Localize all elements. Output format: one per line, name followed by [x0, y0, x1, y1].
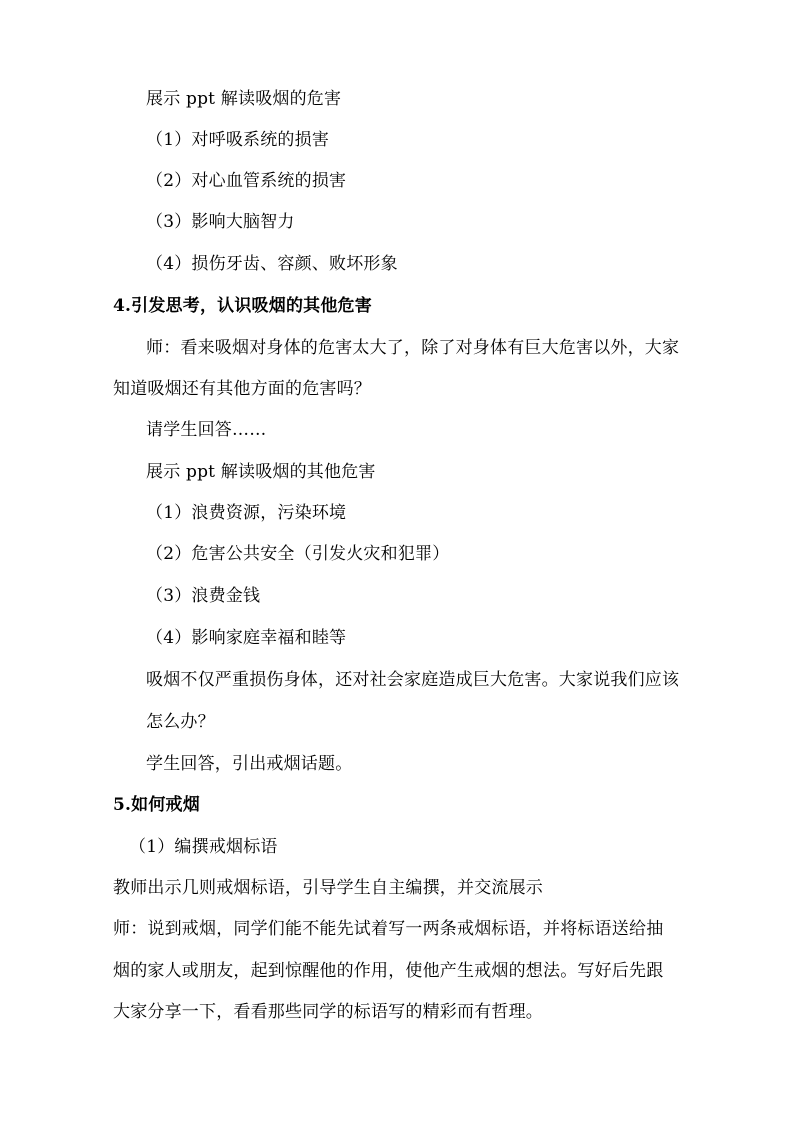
text-line: 大家分享一下，看看那些同学的标语写的精彩而有哲理。 [113, 1002, 543, 1022]
text-line: 师：看来吸烟对身体的危害太大了，除了对身体有巨大危害以外，大家 [146, 338, 680, 358]
text-line: 吸烟不仅严重损伤身体，还对社会家庭造成巨大危害。大家说我们应该 [146, 670, 680, 690]
list-item: （1）编撰戒烟标语 [129, 837, 278, 857]
text-line: 展示 ppt 解读吸烟的其他危害 [146, 462, 376, 482]
list-item: （4）损伤牙齿、容颜、败坏形象 [146, 254, 398, 274]
text-line: 请学生回答…… [146, 420, 267, 440]
list-item: （1）对呼吸系统的损害 [146, 130, 330, 150]
section-heading: 4.引发思考，认识吸烟的其他危害 [113, 296, 372, 316]
text-line: 学生回答，引出戒烟话题。 [146, 754, 353, 774]
list-item: （2）危害公共安全（引发火灾和犯罪） [146, 544, 450, 564]
text-line: 知道吸烟还有其他方面的危害吗？ [113, 379, 371, 399]
list-item: （1）浪费资源，污染环境 [146, 503, 347, 523]
list-item: （4）影响家庭幸福和睦等 [146, 628, 347, 648]
list-item: （3）影响大脑智力 [146, 212, 295, 232]
text-line: 怎么办？ [146, 712, 215, 732]
text-line: 烟的家人或朋友，起到惊醒他的作用，使他产生戒烟的想法。写好后先跟 [113, 961, 664, 981]
list-item: （2）对心血管系统的损害 [146, 171, 347, 191]
text-line: 展示 ppt 解读吸烟的危害 [146, 89, 342, 109]
section-heading: 5.如何戒烟 [113, 795, 200, 815]
list-item: （3）浪费金钱 [146, 586, 261, 606]
text-line: 师：说到戒烟，同学们能不能先试着写一两条戒烟标语，并将标语送给抽 [113, 919, 664, 939]
text-line: 教师出示几则戒烟标语，引导学生自主编撰，并交流展示 [113, 878, 543, 898]
